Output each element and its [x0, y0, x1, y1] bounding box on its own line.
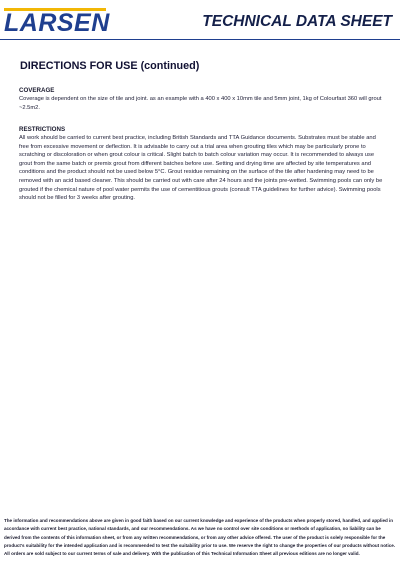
larsen-logo [4, 8, 110, 37]
coverage-section [19, 87, 385, 112]
logo-text: LARSEN [4, 9, 110, 37]
footer-disclaimer: The information and recommendations above are given in good faith based on our current knowledge and experience of the products when properly stored, handled, and applied in accordance with current best practice, national standards, and our recommendations. As we have no control over site conditions or methods of application, no liability can be derived from the contents of this information sheet, or from any written recommendations, or from any other advice offered. The user of the product is solely responsible for the product's suitability for the intended application and is recommended to test the suitability prior to use. We reserve the right to change the properties of our products without notice. All orders are sold subject to our current terms of sale and delivery. With the publication of this Technical Information Sheet all previous editions are no longer valid. [4, 518, 396, 557]
page-header [0, 0, 400, 40]
restrictions-section [19, 126, 385, 203]
coverage-heading: COVERAGE [19, 87, 55, 94]
section-title: DIRECTIONS FOR USE (continued) [20, 60, 200, 72]
document-title: TECHNICAL DATA SHEET [202, 13, 392, 30]
coverage-text: Coverage is dependent on the size of tile and joint. as an example with a 400 x 400 x 10mm tile and 5mm joint, 1kg of Colourfast 360 will grout ~2.5m2. [19, 96, 382, 111]
restrictions-text: All work should be carried to current best practice, including British Standards and TTA Guidance documents. Substrates must be stable and free from excessive movement or deflection. It is advisable to carry out a trial area when grouting tiles which may be particularly prone to scratching or discoloration or when grout colour is critical. Slight batch to batch colour variation may occur. It is recommended to always use grout from the same batch or premix grout from different batches before use. Setting and drying time are affected by site temperatures and conditions and the product should not be used below 5°C. Grout residue remaining on the surface of the tile after hardening may need to be removed with an acid based cleaner. This should be carried out with care after 24 hours and the joints pre-wetted. Swimming pools can only be grouted if the chemical nature of pool water permits the use of cementitious grouts (consult TTA guidelines for further advice). Swimming pools should not be filled for 3 weeks after grouting. [19, 135, 383, 202]
header-divider [0, 39, 400, 40]
restrictions-heading: RESTRICTIONS [19, 126, 66, 133]
